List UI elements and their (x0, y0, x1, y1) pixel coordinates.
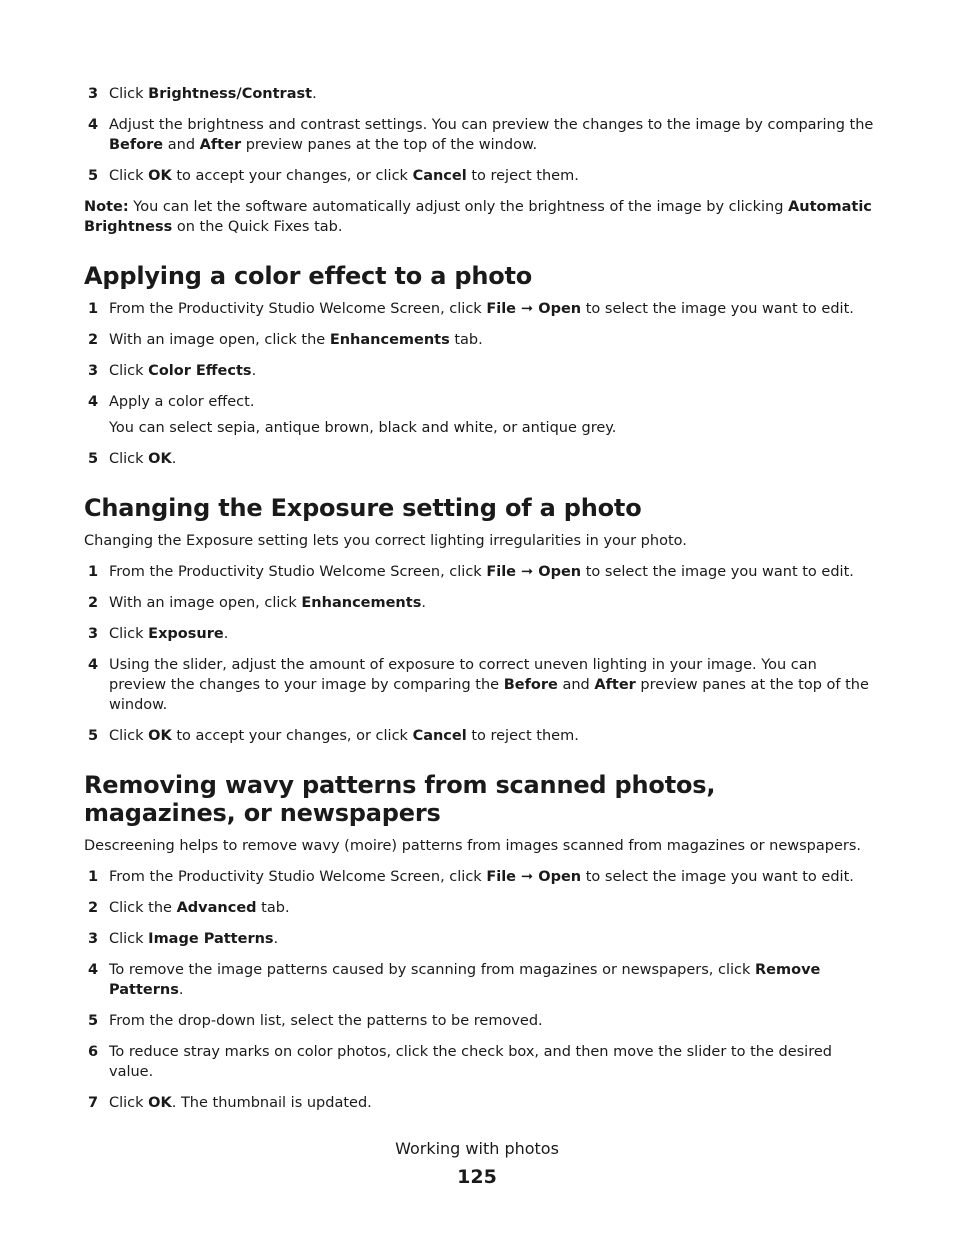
step-item: 4 Adjust the brightness and contrast settings. You can preview the changes to the image by comparing the Before and After preview panes at the top of the window. (88, 117, 874, 153)
step-item: 5 From the drop-down list, select the patterns to be removed. (88, 1013, 543, 1029)
footer-title: Working with photos (395, 1139, 559, 1158)
step-item: 2 Click the Advanced tab. (88, 900, 290, 916)
step-item: 4 Apply a color effect. (88, 394, 255, 410)
step-item: 5 Click OK to accept your changes, or click Cancel to reject them. (88, 728, 579, 744)
step-item: 3 Click Color Effects. (88, 363, 257, 379)
step-item: 1 From the Productivity Studio Welcome Screen, click File ➞ Open to select the image you want to edit. (88, 564, 854, 580)
step-item: 3 Click Image Patterns. (88, 931, 279, 947)
arrow-icon: ➞ (516, 301, 539, 317)
step-item: 4 Using the slider, adjust the amount of exposure to correct uneven lighting in your image. You can preview the changes to your image by comparing the Before and After preview panes at the top of the window. (88, 657, 869, 713)
step-item: 7 Click OK. The thumbnail is updated. (88, 1095, 372, 1111)
step-item: 1 From the Productivity Studio Welcome Screen, click File ➞ Open to select the image you want to edit. (88, 301, 854, 317)
arrow-icon: ➞ (516, 564, 539, 580)
section-heading: Changing the Exposure setting of a photo (84, 494, 642, 522)
step-item: 5 Click OK to accept your changes, or click Cancel to reject them. (88, 168, 579, 184)
step-item: 4 To remove the image patterns caused by scanning from magazines or newspapers, click Remove Patterns. (88, 962, 821, 998)
step-item: 3 Click Brightness/Contrast. (88, 86, 317, 102)
step-item: 5 Click OK. (88, 451, 177, 467)
step-item: 2 With an image open, click Enhancements. (88, 595, 426, 611)
page-number: 125 (457, 1166, 497, 1188)
step-detail: You can select sepia, antique brown, black and white, or antique grey. (109, 420, 617, 436)
intro-paragraph: Changing the Exposure setting lets you correct lighting irregularities in your photo. (84, 533, 687, 549)
step-item: 6 To reduce stray marks on color photos, click the check box, and then move the slider to the desired value. (88, 1044, 832, 1080)
arrow-icon: ➞ (516, 869, 539, 885)
section-heading: Removing wavy patterns from scanned photos, magazines, or newspapers (84, 771, 716, 827)
document-page (84, 84, 874, 1124)
section-heading: Applying a color effect to a photo (84, 262, 533, 290)
note-paragraph: Note: You can let the software automatically adjust only the brightness of the image by clicking Automatic Brightness on the Quick Fixes tab. (84, 199, 872, 235)
step-item: 2 With an image open, click the Enhancements tab. (88, 332, 483, 348)
step-item: 1 From the Productivity Studio Welcome Screen, click File ➞ Open to select the image you want to edit. (88, 869, 854, 885)
intro-paragraph: Descreening helps to remove wavy (moire) patterns from images scanned from magazines or newspapers. (84, 838, 862, 854)
step-item: 3 Click Exposure. (88, 626, 229, 642)
